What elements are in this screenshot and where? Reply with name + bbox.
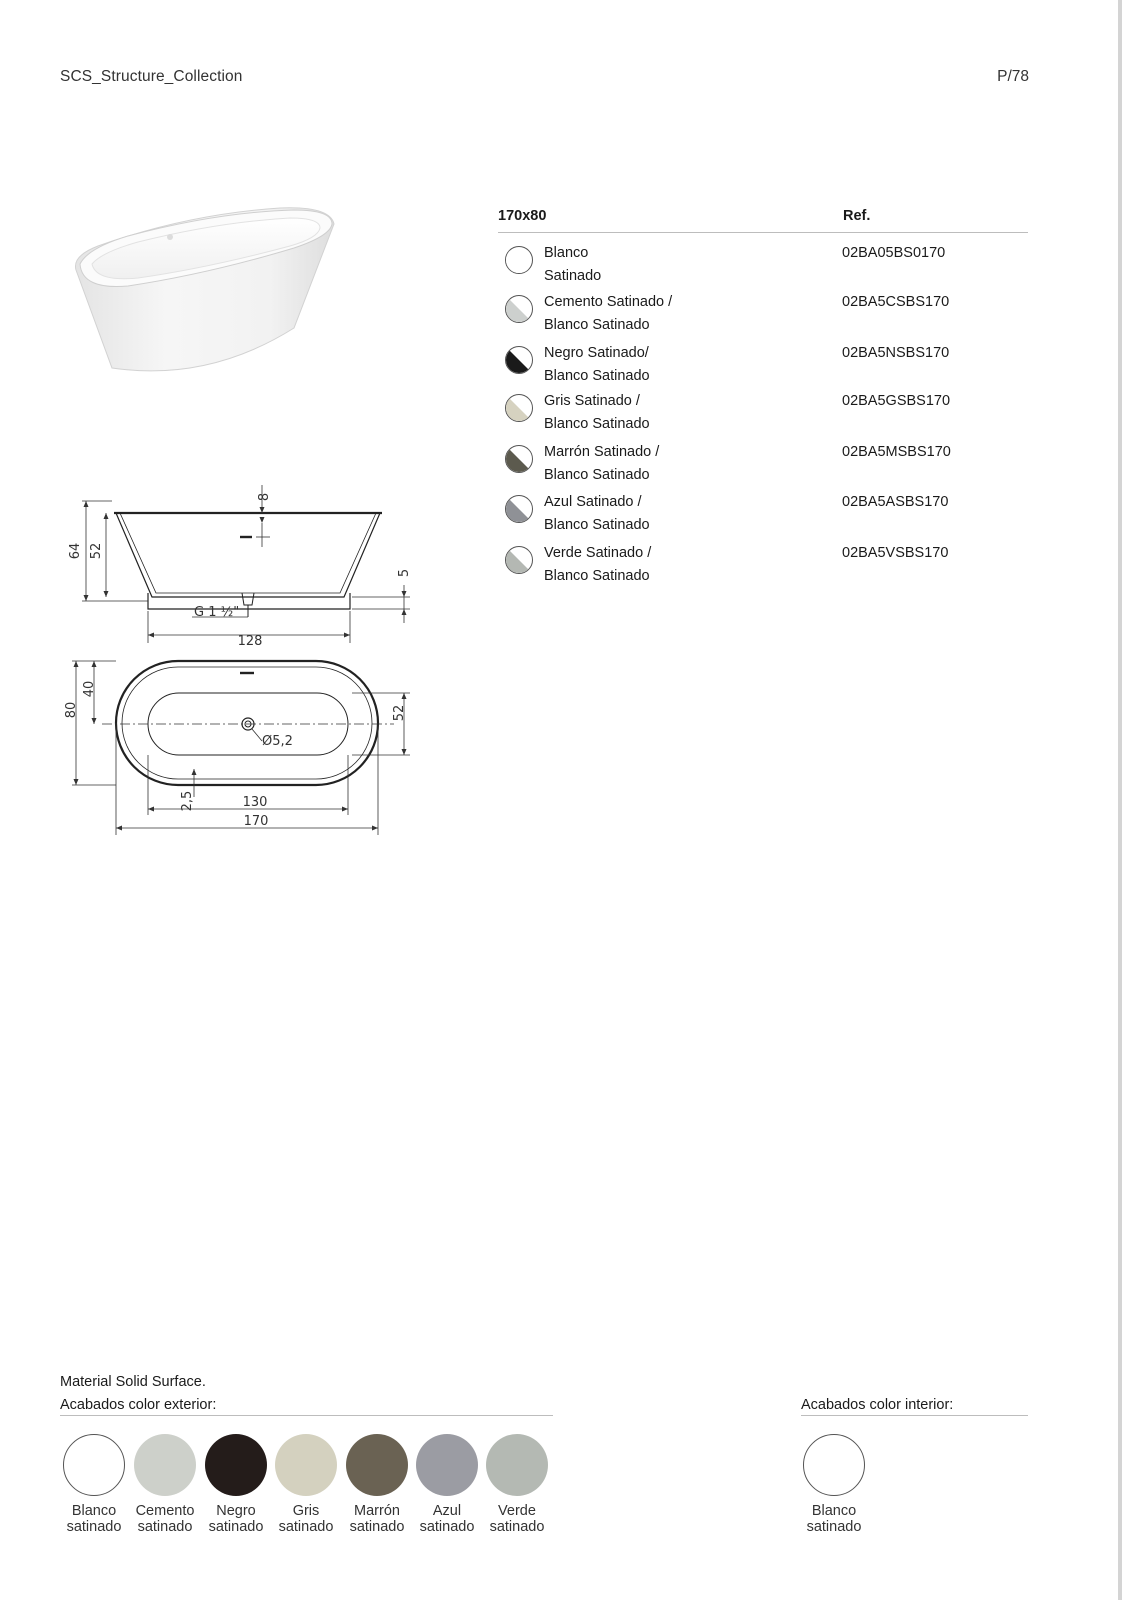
color-dot xyxy=(416,1434,478,1496)
reference-code: 02BA5CSBS170 xyxy=(842,294,950,310)
finish-name-line2: Blanco Satinado xyxy=(544,367,650,384)
finish-name-line2: Blanco Satinado xyxy=(544,466,650,483)
table-row xyxy=(498,242,1028,288)
finish-swatch xyxy=(505,295,533,323)
table-row xyxy=(498,441,1028,487)
dim-40-label: 40 xyxy=(82,680,97,698)
finish-swatch xyxy=(505,546,533,574)
dim-130-label: 130 xyxy=(242,795,268,810)
finish-sublabel: satinado xyxy=(806,1519,862,1535)
dim-64-label: 64 xyxy=(68,542,83,560)
page-number: P/78 xyxy=(997,68,1029,85)
variants-table xyxy=(498,206,1028,584)
finish-label: Blanco xyxy=(71,1503,117,1519)
dim-25-label: 2,5 xyxy=(180,790,195,812)
finish-sublabel: satinado xyxy=(349,1519,405,1535)
dim-8-label: 8 xyxy=(257,492,272,502)
color-dot xyxy=(275,1434,337,1496)
size-header: 170x80 xyxy=(498,208,547,224)
dim-170-label: 170 xyxy=(243,814,269,829)
finish-name xyxy=(544,342,784,387)
finish-name-line1: Marrón Satinado / xyxy=(544,444,660,460)
dim-52-label: 52 xyxy=(89,542,104,560)
dim-52-right-label: 52 xyxy=(392,704,407,722)
finish-name-line1: Blanco xyxy=(544,245,589,261)
finish-name xyxy=(544,441,784,486)
exterior-finish-chip xyxy=(485,1434,549,1535)
exterior-finish-chip xyxy=(62,1434,126,1535)
reference-code: 02BA05BS0170 xyxy=(842,245,946,261)
finish-sublabel: satinado xyxy=(419,1519,475,1535)
exterior-finish-chip xyxy=(345,1434,409,1535)
finish-name xyxy=(544,542,784,587)
reference-code: 02BA5VSBS170 xyxy=(842,545,949,561)
finish-swatch xyxy=(505,445,533,473)
finish-name-line1: Negro Satinado/ xyxy=(544,345,649,361)
table-header xyxy=(498,206,1028,233)
page-edge-rule xyxy=(1118,0,1122,1600)
finish-label: Gris xyxy=(292,1503,320,1519)
table-row xyxy=(498,491,1028,537)
dim-80-label: 80 xyxy=(64,701,79,719)
finish-name-line2: Blanco Satinado xyxy=(544,415,650,432)
finish-sublabel: satinado xyxy=(489,1519,545,1535)
side-elevation-drawing xyxy=(62,475,422,655)
exterior-divider xyxy=(60,1415,553,1416)
exterior-finish-chip xyxy=(133,1434,197,1535)
interior-finishes-label: Acabados color interior: xyxy=(801,1397,954,1413)
interior-divider xyxy=(801,1415,1028,1416)
finish-swatch xyxy=(505,346,533,374)
finish-swatch xyxy=(505,495,533,523)
finish-name-line2: Blanco Satinado xyxy=(544,316,650,333)
reference-code: 02BA5GSBS170 xyxy=(842,393,951,409)
exterior-finish-chip xyxy=(204,1434,268,1535)
finish-swatch xyxy=(505,246,533,274)
hole-diameter-label: Ø5,2 xyxy=(262,734,293,749)
document-title: SCS_Structure_Collection xyxy=(60,68,243,85)
reference-code: 02BA5MSBS170 xyxy=(842,444,951,460)
reference-code: 02BA5ASBS170 xyxy=(842,494,949,510)
bathtub-photo xyxy=(68,200,350,390)
finish-sublabel: satinado xyxy=(278,1519,334,1535)
color-dot xyxy=(134,1434,196,1496)
material-note: Material Solid Surface. xyxy=(60,1374,206,1390)
finish-name xyxy=(544,390,784,435)
color-dot xyxy=(346,1434,408,1496)
finish-label: Verde xyxy=(498,1503,536,1519)
ref-header: Ref. xyxy=(843,208,871,224)
finish-sublabel: satinado xyxy=(137,1519,193,1535)
finish-name-line1: Gris Satinado / xyxy=(544,393,640,409)
finish-name-line2: Blanco Satinado xyxy=(544,567,650,584)
finish-name-line2: Blanco Satinado xyxy=(544,516,650,533)
color-dot xyxy=(205,1434,267,1496)
finish-name xyxy=(544,491,784,536)
finish-swatch xyxy=(505,394,533,422)
finish-name-line1: Azul Satinado / xyxy=(544,494,642,510)
finish-name xyxy=(544,242,784,287)
exterior-finishes-label: Acabados color exterior: xyxy=(60,1397,217,1413)
finish-name xyxy=(544,291,784,336)
exterior-finish-chip xyxy=(415,1434,479,1535)
table-row xyxy=(498,390,1028,436)
finish-label: Blanco xyxy=(811,1503,857,1519)
color-dot xyxy=(803,1434,865,1496)
color-dot xyxy=(63,1434,125,1496)
table-row xyxy=(498,342,1028,388)
finish-sublabel: satinado xyxy=(208,1519,264,1535)
table-row xyxy=(498,542,1028,588)
finish-name-line1: Cemento Satinado / xyxy=(544,294,673,310)
reference-code: 02BA5NSBS170 xyxy=(842,345,950,361)
exterior-finish-chip xyxy=(274,1434,338,1535)
finish-label: Marrón xyxy=(354,1503,400,1519)
finish-name-line1: Verde Satinado / xyxy=(544,545,652,561)
finish-label: Cemento xyxy=(135,1503,195,1519)
interior-finish-chip xyxy=(802,1434,866,1535)
finish-name-line2: Satinado xyxy=(544,267,602,284)
color-dot xyxy=(486,1434,548,1496)
top-plan-drawing xyxy=(62,655,422,845)
dim-5-label: 5 xyxy=(397,568,412,578)
dim-128-label: 128 xyxy=(237,634,263,649)
finish-label: Negro xyxy=(216,1503,256,1519)
finish-sublabel: satinado xyxy=(66,1519,122,1535)
finish-label: Azul xyxy=(432,1503,462,1519)
drain-size-label: G 1 ½" xyxy=(194,605,240,620)
table-row xyxy=(498,291,1028,337)
